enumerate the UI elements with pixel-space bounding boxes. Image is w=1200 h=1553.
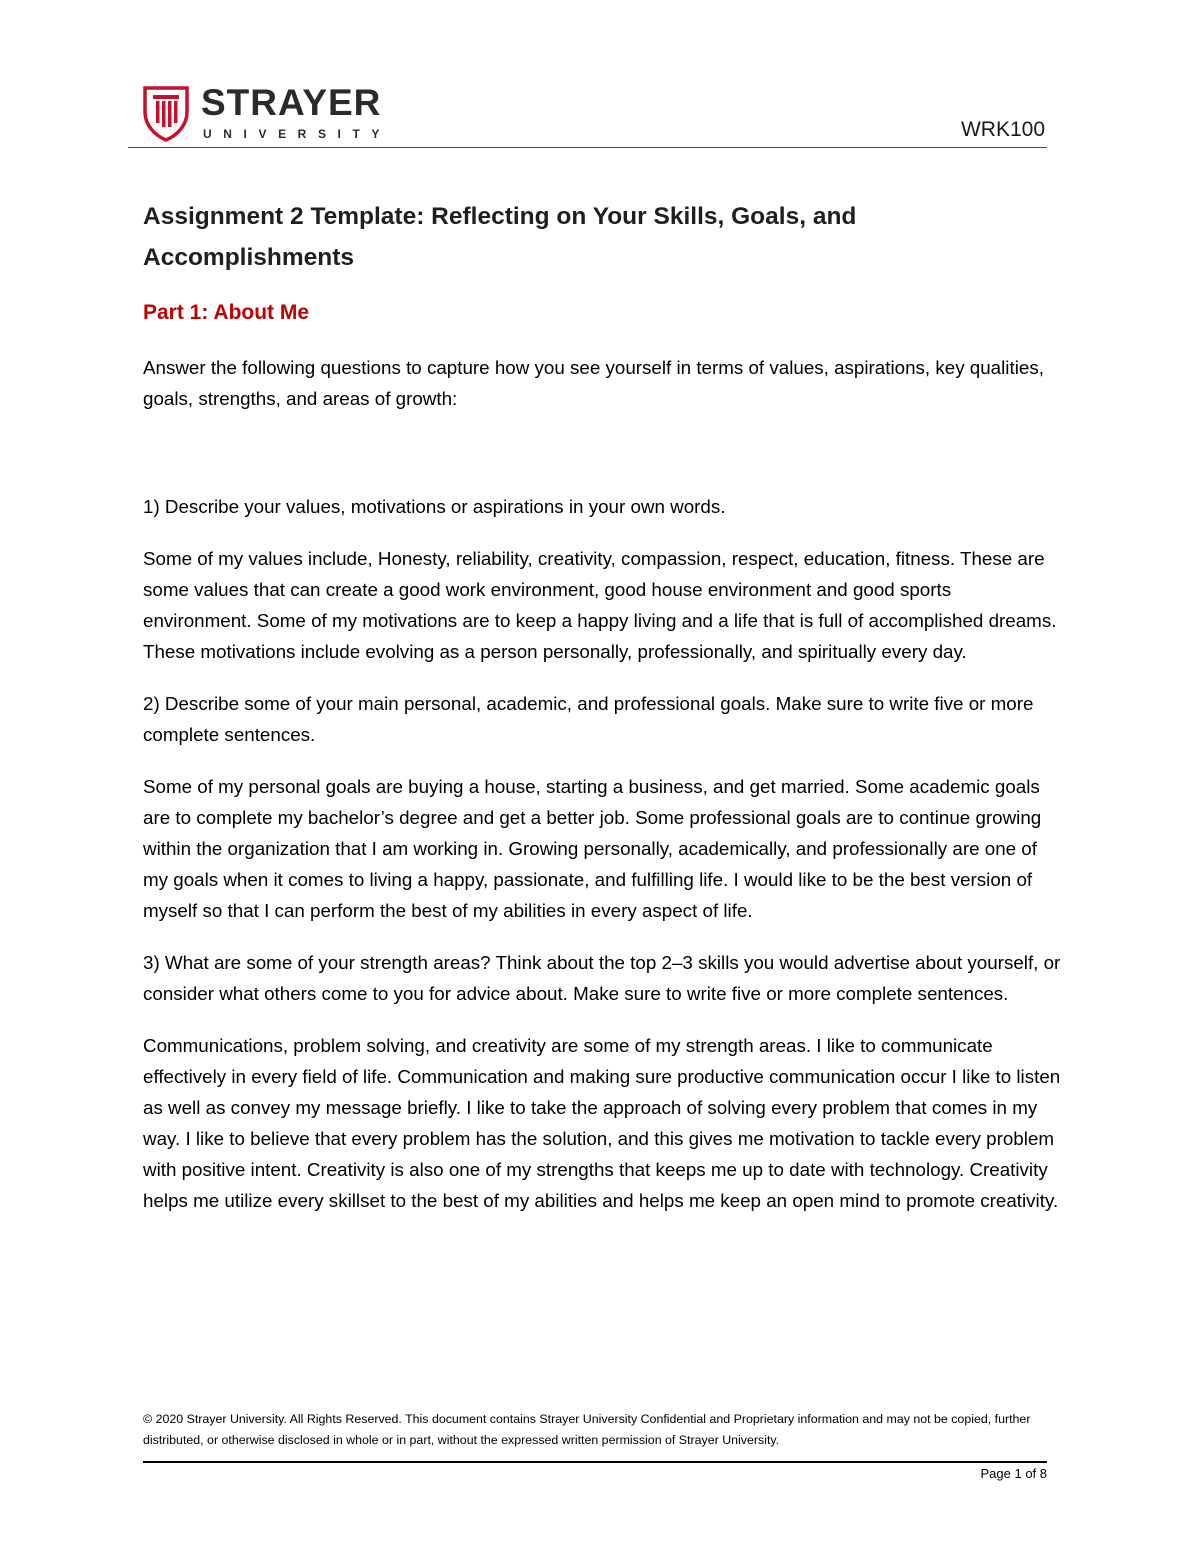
answer-3: Communications, problem solving, and creativity are some of my strength areas. I like to communicate effectively in every field of life. Communication and making sure productive communication occur I like to listen as well as convey my message briefly. I like to take the approach of solving every problem that comes in my way. I like to believe that every problem has the solution, and this gives me motivation to tackle every problem with positive intent. Creativity is also one of my strengths that keeps me up to date with technology. Creativity helps me utilize every skillset to the best of my abilities and helps me keep an open mind to promote creativity. xyxy=(143,1035,1061,1211)
question-3: 3) What are some of your strength areas? Think about the top 2–3 skills you would advertise about yourself, or consider what others come to you for advice about. Make sure to write five or more complete sentences. xyxy=(143,952,1061,1004)
shield-column-icon xyxy=(143,86,189,142)
intro-paragraph: Answer the following questions to capture how you see yourself in terms of values, aspirations, key qualities, goals, strengths, and areas of growth: xyxy=(143,357,1044,409)
part-heading: Part 1: About Me xyxy=(143,301,310,324)
document-body xyxy=(143,196,1063,1216)
page-header xyxy=(143,84,1047,148)
answer-2: Some of my personal goals are buying a house, starting a business, and get married. Some academic goals are to complete my bachelor’s degree and get a better job. Some professional goals are to continue growing within the organization that I am working in. Growing personally, academically, and professionally are one of my goals when it comes to living a happy, passionate, and fulfilling life. I would like to be the best version of myself so that I can perform the best of my abilities in every aspect of life. xyxy=(143,776,1042,921)
footer-divider xyxy=(143,1461,1047,1463)
page-number: Page 1 of 8 xyxy=(980,1466,1047,1481)
header-divider xyxy=(128,147,1047,148)
question-2: 2) Describe some of your main personal, academic, and professional goals. Make sure to write five or more complete sentences. xyxy=(143,693,1034,745)
logo-subtitle: UNIVERSITY xyxy=(203,127,392,141)
logo-wordmark: STRAYER xyxy=(201,82,382,123)
question-1: 1) Describe your values, motivations or aspirations in your own words. xyxy=(143,496,726,517)
answer-1: Some of my values include, Honesty, reliability, creativity, compassion, respect, education, fitness. These are some values that can create a good work environment, good house environment and good sports environment. Some of my motivations are to keep a happy living and a life that is full of accomplished dreams. These motivations include evolving as a person personally, professionally, and spiritually every day. xyxy=(143,548,1057,662)
copyright-notice: © 2020 Strayer University. All Rights Reserved. This document contains Strayer University Confidential and Proprietary information and may not be copied, further distributed, or otherwise disclosed in whole or in part, without the expressed written permission of Strayer University. xyxy=(143,1412,1031,1447)
document-title: Assignment 2 Template: Reflecting on Your Skills, Goals, and Accomplishments xyxy=(143,203,857,271)
strayer-logo xyxy=(143,84,403,144)
course-code: WRK100 xyxy=(960,118,1045,141)
